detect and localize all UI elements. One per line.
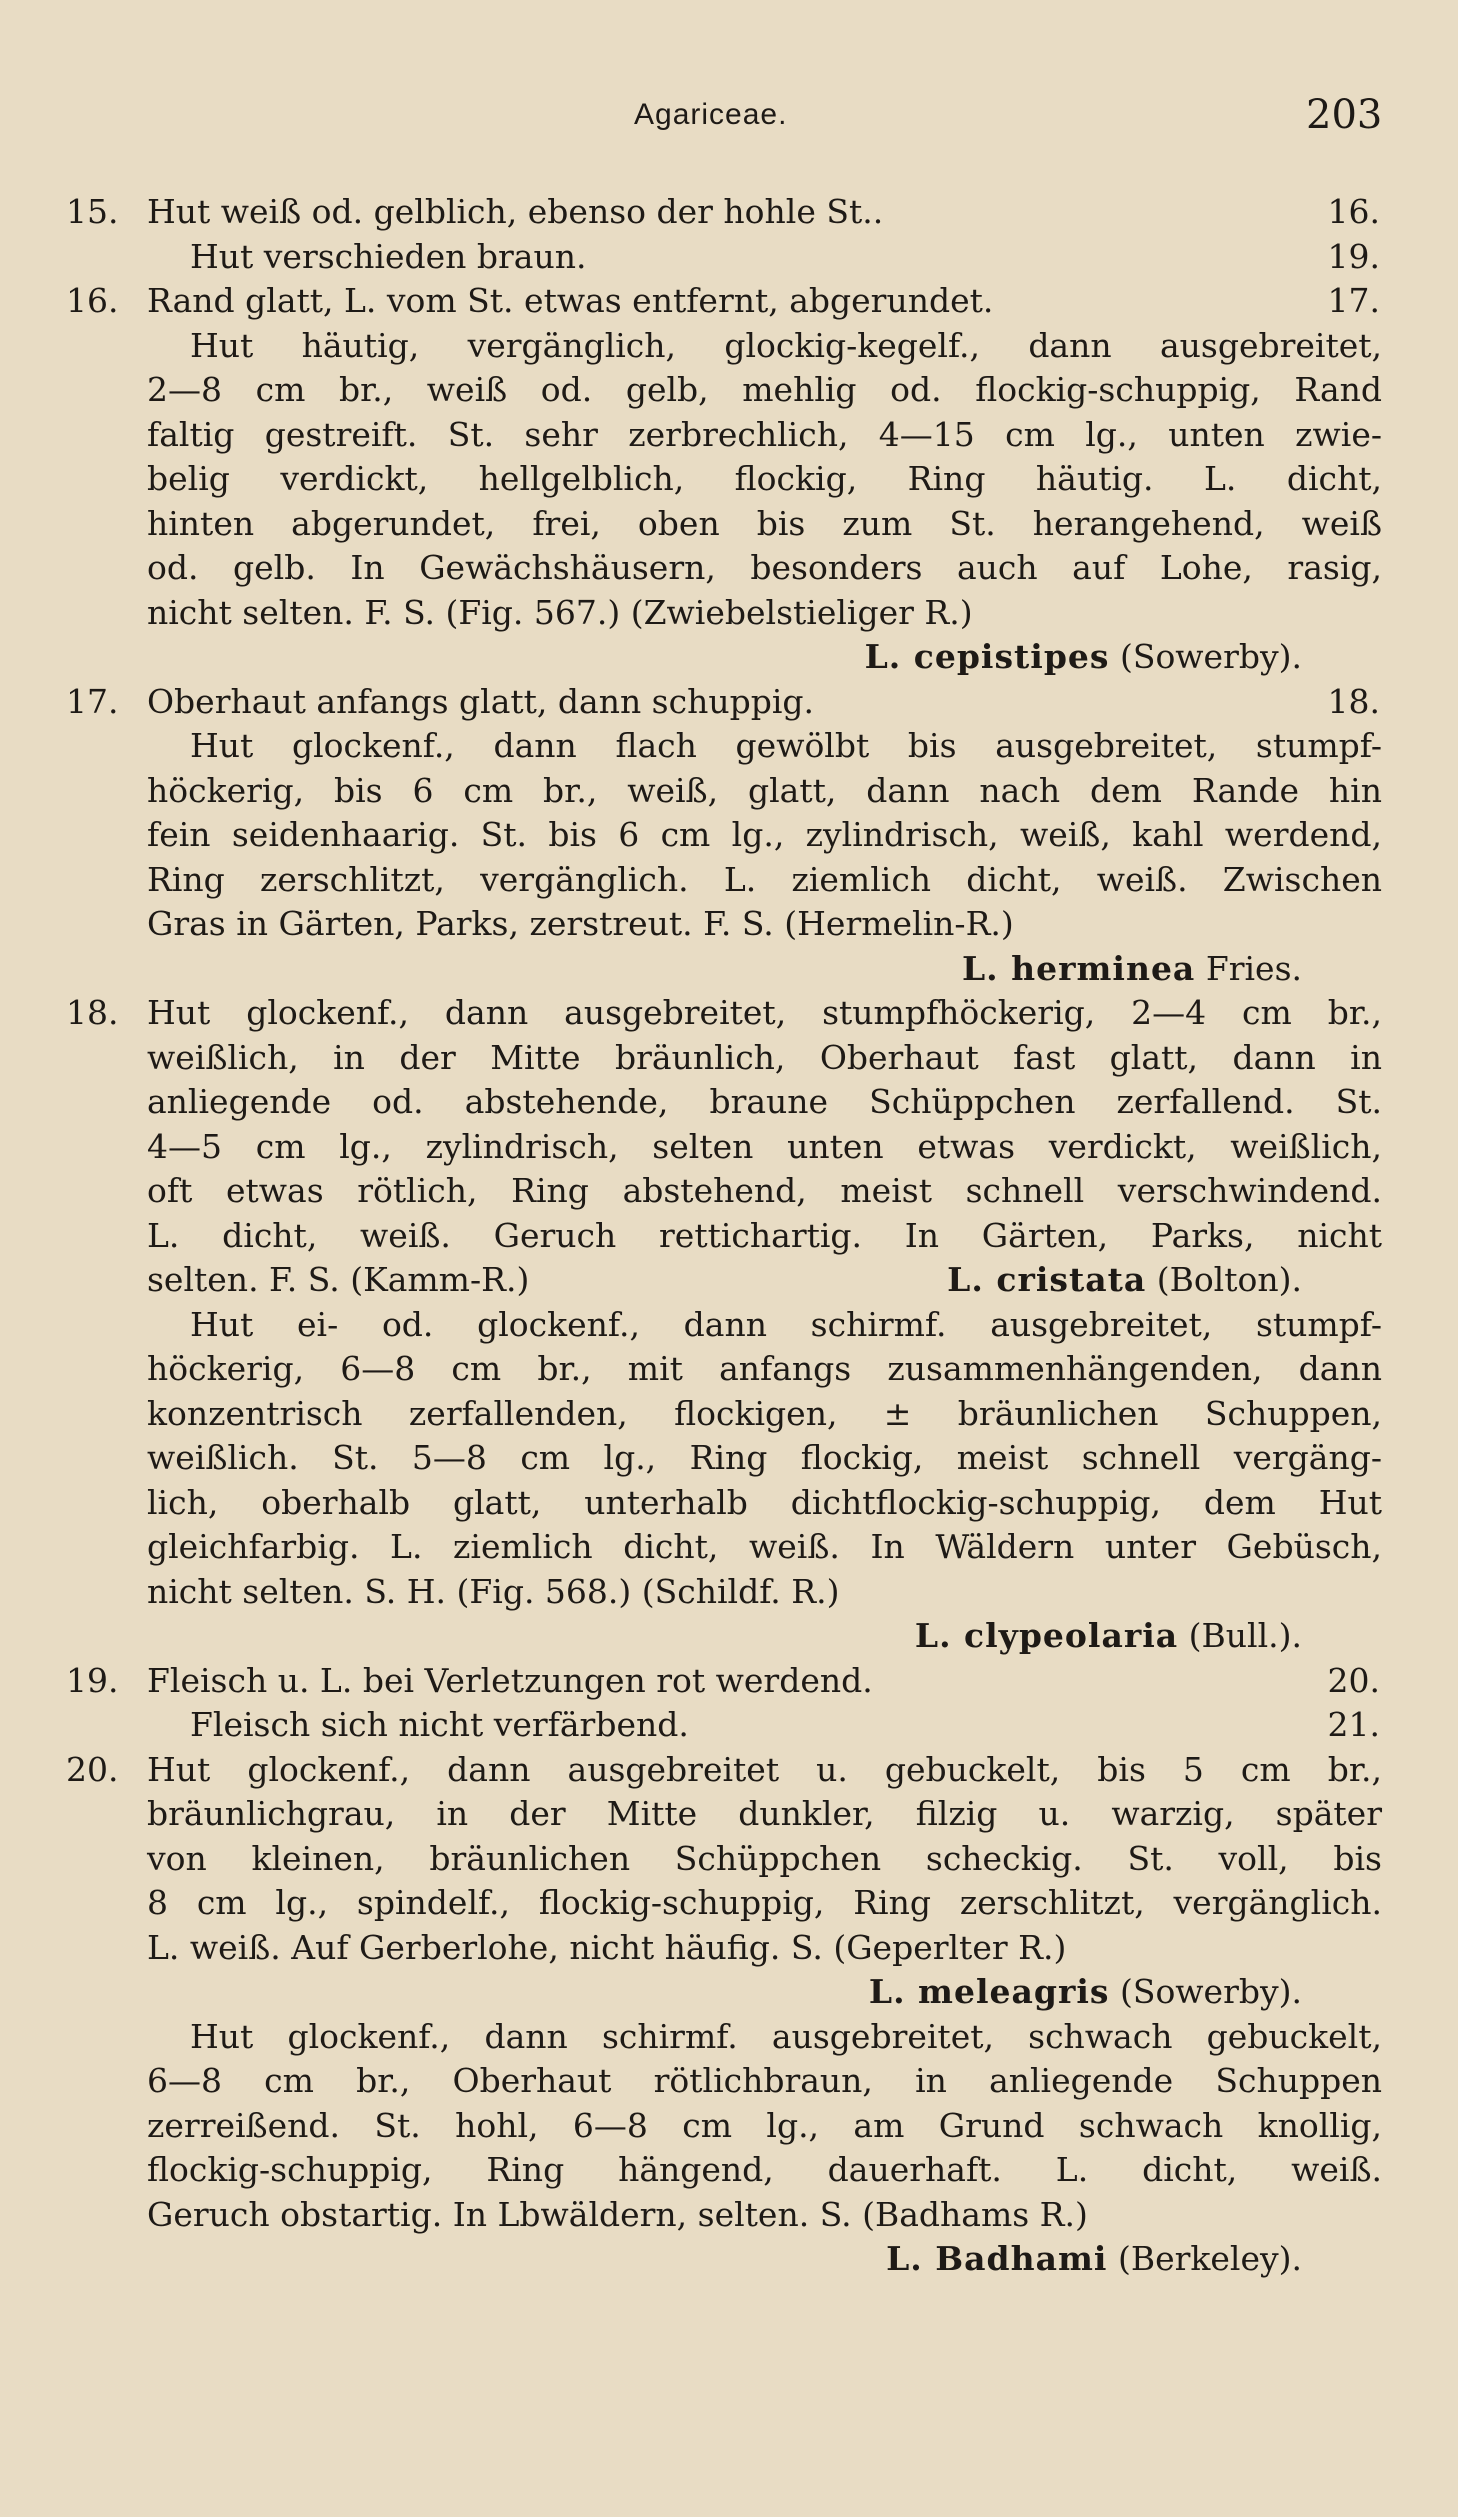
species-author: (Bolton). bbox=[1146, 1260, 1302, 1299]
text-line bbox=[0, 324, 1458, 369]
species-author: (Berkeley). bbox=[1107, 2239, 1302, 2278]
text-line bbox=[0, 1436, 1458, 1481]
text-line bbox=[0, 2059, 1458, 2104]
line-text: höckerig, bis 6 cm br., weiß, glatt, dann nach dem Rande hin bbox=[147, 770, 1382, 810]
text-line bbox=[0, 1881, 1458, 1926]
couplet-reference: 21. bbox=[1327, 1705, 1380, 1744]
line-text bbox=[147, 635, 1302, 680]
text-line bbox=[0, 635, 1458, 680]
species-name: L. cepistipes bbox=[864, 637, 1110, 676]
line-text: L. weiß. Auf Gerberlohe, nicht häufig. S. (Geperlter R.) bbox=[147, 1927, 1067, 1967]
line-text: Oberhaut anfangs glatt, dann schuppig. bbox=[147, 681, 815, 721]
text-line bbox=[0, 1659, 1458, 1704]
line-text: 2—8 cm br., weiß od. gelb, mehlig od. flockig-schuppig, Rand bbox=[147, 370, 1382, 409]
text-line bbox=[0, 1926, 1458, 1971]
line-text: weißlich, in der Mitte bräunlich, Oberhaut fast glatt, dann in bbox=[147, 1037, 1382, 1077]
text-line bbox=[0, 947, 1458, 992]
line-text: konzentrisch zerfallenden, flockigen, ± bräunlichen Schuppen, bbox=[147, 1393, 1382, 1433]
text-line bbox=[0, 2104, 1458, 2149]
line-text: Fleisch u. L. bei Verletzungen rot werdend. bbox=[147, 1660, 873, 1700]
text-line bbox=[0, 1392, 1458, 1437]
couplet-reference: 20. bbox=[1327, 1660, 1380, 1700]
text-line bbox=[0, 2148, 1458, 2193]
species-author: (Sowerby). bbox=[1109, 637, 1302, 676]
line-text: weißlich. St. 5—8 cm lg., Ring flockig, meist schnell vergäng- bbox=[147, 1438, 1382, 1477]
line-text: Hut glockenf., dann schirmf. ausgebreitet, schwach gebuckelt, bbox=[190, 2016, 1382, 2056]
text-line bbox=[0, 680, 1458, 725]
line-text: od. gelb. In Gewächshäusern, besonders auch auf Lohe, rasig, bbox=[147, 548, 1382, 587]
line-text: 4—5 cm lg., zylindrisch, selten unten etwas verdickt, weißlich, bbox=[147, 1126, 1382, 1166]
line-text bbox=[147, 947, 1302, 992]
text-line bbox=[0, 457, 1458, 502]
line-text: Hut häutig, vergänglich, glockig-kegelf., dann ausgebreitet, bbox=[190, 325, 1382, 365]
line-text: 8 cm lg., spindelf., flockig-schuppig, Ring zerschlitzt, vergänglich. bbox=[147, 1883, 1382, 1922]
text-line bbox=[0, 1258, 1458, 1303]
text-line bbox=[0, 1303, 1458, 1348]
couplet-number: 15. bbox=[66, 192, 119, 231]
text-line bbox=[0, 1703, 1458, 1748]
text-line bbox=[0, 190, 1458, 235]
text-line bbox=[0, 1748, 1458, 1793]
line-text: Ring zerschlitzt, vergänglich. L. ziemlich dicht, weiß. Zwischen bbox=[147, 859, 1382, 899]
couplet-number: 20. bbox=[66, 1749, 119, 1789]
line-text: flockig-schuppig, Ring hängend, dauerhaft. L. dicht, weiß. bbox=[147, 2150, 1382, 2189]
line-text: Gras in Gärten, Parks, zerstreut. F. S. (Hermelin-R.) bbox=[147, 904, 1014, 943]
couplet-number: 17. bbox=[66, 681, 119, 721]
text-line bbox=[0, 1792, 1458, 1837]
line-text: Hut glockenf., dann ausgebreitet u. gebuckelt, bis 5 cm br., bbox=[147, 1749, 1382, 1789]
text-line bbox=[0, 546, 1458, 591]
species-name: L. Badhami bbox=[886, 2239, 1108, 2278]
line-text: Rand glatt, L. vom St. etwas entfernt, abgerundet. bbox=[147, 281, 994, 320]
species-label bbox=[947, 1258, 1302, 1303]
text-line bbox=[0, 2193, 1458, 2238]
line-text bbox=[147, 1970, 1302, 2015]
line-text: Hut verschieden braun. bbox=[190, 236, 587, 276]
line-text: Fleisch sich nicht verfärbend. bbox=[190, 1705, 689, 1744]
text-line bbox=[0, 1214, 1458, 1259]
line-text bbox=[147, 2237, 1302, 2282]
couplet-number: 19. bbox=[66, 1660, 119, 1700]
line-text: hinten abgerundet, frei, oben bis zum St. herangehend, weiß bbox=[147, 503, 1382, 543]
line-text: L. dicht, weiß. Geruch rettichartig. In Gärten, Parks, nicht bbox=[147, 1215, 1382, 1255]
running-header bbox=[0, 92, 1458, 140]
line-text: gleichfarbig. L. ziemlich dicht, weiß. In Wäldern unter Gebüsch, bbox=[147, 1527, 1382, 1566]
species-author: (Bull.). bbox=[1178, 1616, 1302, 1655]
text-line bbox=[0, 813, 1458, 858]
species-name: L. clypeolaria bbox=[914, 1616, 1179, 1655]
couplet-reference: 19. bbox=[1327, 236, 1380, 276]
text-line bbox=[0, 591, 1458, 636]
line-text: Hut glockenf., dann flach gewölbt bis ausgebreitet, stumpf- bbox=[190, 726, 1382, 765]
species-author: Fries. bbox=[1195, 948, 1302, 988]
line-text: bräunlichgrau, in der Mitte dunkler, filzig u. warzig, später bbox=[147, 1794, 1382, 1833]
line-text: fein seidenhaarig. St. bis 6 cm lg., zylindrisch, weiß, kahl werdend, bbox=[147, 815, 1382, 854]
line-text: oft etwas rötlich, Ring abstehend, meist schnell verschwindend. bbox=[147, 1171, 1382, 1210]
text-line bbox=[0, 279, 1458, 324]
species-name: L. cristata bbox=[947, 1260, 1147, 1299]
species-name: L. herminea bbox=[961, 948, 1196, 988]
text-line bbox=[0, 1525, 1458, 1570]
text-line bbox=[0, 1837, 1458, 1882]
line-text: höckerig, 6—8 cm br., mit anfangs zusammenhängenden, dann bbox=[147, 1349, 1382, 1388]
text-line bbox=[0, 902, 1458, 947]
text-line bbox=[0, 724, 1458, 769]
line-text: lich, oberhalb glatt, unterhalb dichtflockig-schuppig, dem Hut bbox=[147, 1482, 1382, 1522]
line-text: zerreißend. St. hohl, 6—8 cm lg., am Grund schwach knollig, bbox=[147, 2105, 1382, 2145]
text-line bbox=[0, 858, 1458, 903]
text-line bbox=[0, 2237, 1458, 2282]
line-text: Hut glockenf., dann ausgebreitet, stumpfhöckerig, 2—4 cm br., bbox=[147, 993, 1382, 1032]
line-text: nicht selten. F. S. (Fig. 567.) (Zwiebelstieliger R.) bbox=[147, 592, 973, 632]
couplet-reference: 17. bbox=[1327, 281, 1380, 320]
couplet-reference: 18. bbox=[1327, 681, 1380, 721]
line-text: von kleinen, bräunlichen Schüppchen scheckig. St. voll, bis bbox=[147, 1838, 1382, 1878]
species-author: (Sowerby). bbox=[1109, 1972, 1302, 2011]
text-line bbox=[0, 235, 1458, 280]
page-number: 203 bbox=[1306, 92, 1383, 138]
text-line bbox=[0, 1970, 1458, 2015]
text-line bbox=[0, 1080, 1458, 1125]
couplet-number: 18. bbox=[66, 993, 119, 1032]
text-line bbox=[0, 1347, 1458, 1392]
line-text: anliegende od. abstehende, braune Schüppchen zerfallend. St. bbox=[147, 1082, 1382, 1121]
line-text: Geruch obstartig. In Lbwäldern, selten. S. (Badhams R.) bbox=[147, 2194, 1088, 2234]
text-line bbox=[0, 1169, 1458, 1214]
text-line bbox=[0, 413, 1458, 458]
couplet-number: 16. bbox=[66, 281, 119, 320]
line-text: Hut weiß od. gelblich, ebenso der hohle St.. bbox=[147, 192, 884, 231]
line-text bbox=[147, 1614, 1302, 1659]
text-line bbox=[0, 368, 1458, 413]
species-name: L. meleagris bbox=[868, 1972, 1110, 2011]
text-line bbox=[0, 991, 1458, 1036]
line-text: Hut ei- od. glockenf., dann schirmf. ausgebreitet, stumpf- bbox=[190, 1304, 1382, 1344]
line-text: faltig gestreift. St. sehr zerbrechlich, 4—15 cm lg., unten zwie- bbox=[147, 414, 1382, 454]
text-line bbox=[0, 1125, 1458, 1170]
line-text: nicht selten. S. H. (Fig. 568.) (Schildf. R.) bbox=[147, 1571, 840, 1611]
key-text bbox=[0, 190, 1458, 2282]
text-line bbox=[0, 769, 1458, 814]
text-line bbox=[0, 2015, 1458, 2060]
line-text: belig verdickt, hellgelblich, flockig, Ring häutig. L. dicht, bbox=[147, 459, 1382, 498]
text-line bbox=[0, 502, 1458, 547]
text-line bbox=[0, 1614, 1458, 1659]
couplet-reference: 16. bbox=[1327, 192, 1380, 231]
text-line bbox=[0, 1481, 1458, 1526]
running-title: Agariceae. bbox=[634, 98, 788, 131]
line-text: 6—8 cm br., Oberhaut rötlichbraun, in anliegende Schuppen bbox=[147, 2061, 1382, 2100]
line-text: selten. F. S. (Kamm-R.) bbox=[147, 1260, 530, 1299]
text-line bbox=[0, 1570, 1458, 1615]
text-line bbox=[0, 1036, 1458, 1081]
